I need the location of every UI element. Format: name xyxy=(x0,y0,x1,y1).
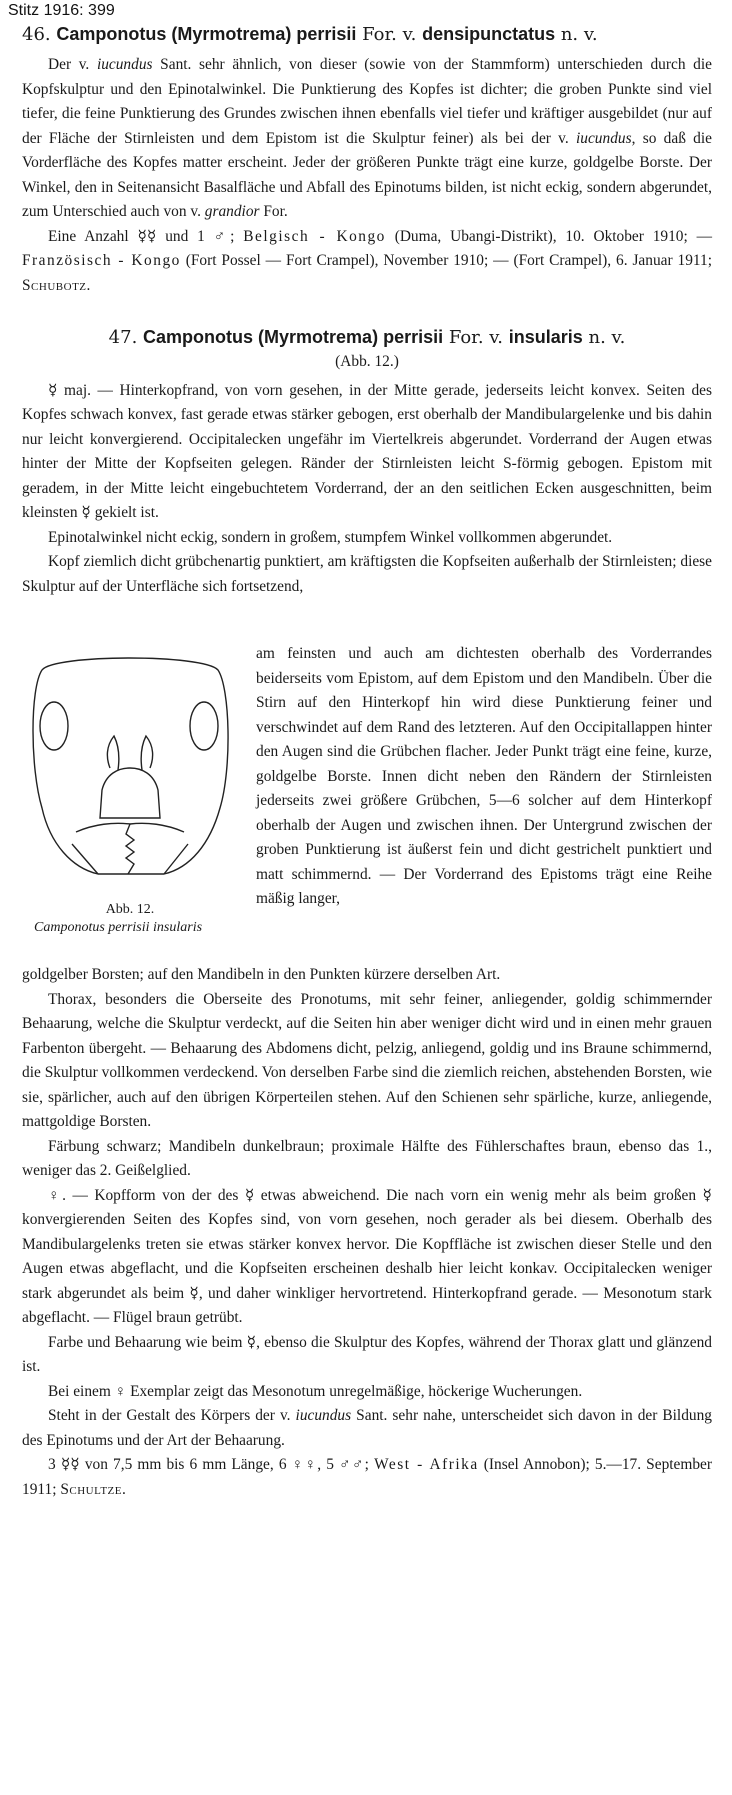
paragraph: Kopf ziemlich dicht grübchenartig punktiert, am kräftigsten die Kopfseiten außerhalb der Stirnleisten; diese Skulptur auf der Unterfläche sich fortsetzend, xyxy=(22,553,712,595)
figure-abb-12 xyxy=(14,648,244,940)
variety-name: insularis xyxy=(508,327,583,347)
section-47-title xyxy=(22,325,712,350)
section-47 xyxy=(22,325,712,599)
variety-name: densipunctatus xyxy=(422,24,556,44)
text-beside-figure xyxy=(256,642,712,912)
section-46-title xyxy=(22,22,712,47)
paragraph: Färbung schwarz; Mandibeln dunkelbraun; proximale Hälfte des Fühlerschaftes braun, ebenso das 1., weniger das 2. Geißelglied. xyxy=(22,1137,712,1179)
section-number: 46. xyxy=(22,24,51,45)
paragraph: Thorax, besonders die Oberseite des Pronotums, mit sehr feiner, anliegender, goldig schimmernder Behaarung, welche die Skulptur verdeckt, auf die Seiten hin aber weniger dicht wird und in einen mehr grauen Farbenton übergeht. — Behaarung des Abdomens dicht, pelzig, anliegend, goldig und ins Braune schimmernd, die Skulptur vollkommen verdeckend. Von derselben Farbe sind die ziemlich reichen, abstehenden Borsten, wie sie, spärlicher, auch auf den übrigen Körperteilen stehen. Auf den Schienen sehr spärliche, kurze, anliegende, mattgoldige Borsten. xyxy=(22,990,712,1130)
paragraph: ♀. — Kopfform von der des ☿ etwas abweichend. Die nach vorn ein wenig mehr als beim großen ☿ konvergierenden Seiten des Kopfes sind, von vorn gesehen, noch gerader als bei diesem. Oberhalb des Mandibulargelenks treten sie etwas stärker konvex hervor. Die Kopffläche ist zwischen dieser Stelle und den Augen etwas abgeflacht, und die Kopfseiten erscheinen deshalb hier leicht konkav. Occipitalecken weniger stark abgerundet als beim ☿, und daher winkliger hervortretend. Hinterkopfrand gerade. — Mesonotum stark abgeflacht. — Flügel braun getrübt. xyxy=(22,1186,712,1326)
paragraph: Steht in der Gestalt des Körpers der v. iucundus Sant. sehr nahe, unterscheidet sich davon in der Bildung des Epinotums und der Art der Behaarung. xyxy=(22,1407,712,1449)
author: For. v. xyxy=(362,24,417,45)
paragraph: Eine Anzahl ☿☿ und 1 ♂; Belgisch - Kongo (Duma, Ubangi-Distrikt), 10. Oktober 1910; — Französisch - Kongo (Fort Possel — Fort Crampel), November 1910; — (Fort Crampel), 6. Januar 1911; Schubotz. xyxy=(22,227,713,294)
species-name: Camponotus (Myrmotrema) perrisii xyxy=(56,24,357,44)
section-number: 47. xyxy=(108,327,138,348)
figure-caption: Camponotus perrisii insularis xyxy=(34,920,203,935)
species-name: Camponotus (Myrmotrema) perrisii xyxy=(143,327,444,347)
paragraph: 3 ☿☿ von 7,5 mm bis 6 mm Länge, 6 ♀♀, 5 ♂♂; West - Afrika (Insel Annobon); 5.—17. September 1911; Schultze. xyxy=(22,1456,712,1498)
section-46 xyxy=(22,22,712,298)
paragraph: goldgelber Borsten; auf den Mandibeln in den Punkten kürzere derselben Art. xyxy=(22,966,501,983)
author: For. v. xyxy=(448,327,504,348)
paragraph: Der v. iucundus Sant. sehr ähnlich, von dieser (sowie von der Stammform) unterschieden durch die Kopfskulptur und den Epinotalwinkel. Die Punktierung des Kopfes ist dichter; die groben Punkte sind viel tiefer, die feine Punktierung des Grundes zwischen ihnen ebenfalls viel tiefer und kräftiger ausgebildet (nur auf der Fläche der Stirnleisten und dem Epistom ist die Skulptur feiner) als bei der v. iucundus, so daß die Vorderfläche des Kopfes matter erscheint. Jeder der größeren Punkte trägt eine kurze, goldgelbe Borste. Der Winkel, den in Seitenansicht Basalfläche und Abfall des Epinotums bilden, ist nicht eckig, sondern abgerundet, zum Unterschied auch von v. grandior For. xyxy=(22,56,712,220)
paragraph: Farbe und Behaarung wie beim ☿, ebenso die Skulptur des Kopfes, während der Thorax glatt und glänzend ist. xyxy=(22,1333,712,1375)
paragraph: Bei einem ♀ Exemplar zeigt das Mesonotum unregelmäßige, höckerige Wucherungen. xyxy=(48,1382,583,1400)
paragraph: Epinotalwinkel nicht eckig, sondern in großem, stumpfem Winkel vollkommen abgerundet. xyxy=(48,528,613,546)
ant-head-drawing-icon xyxy=(14,648,244,908)
figure-reference: (Abb. 12.) xyxy=(335,353,399,370)
nova-varietas: n. v. xyxy=(588,327,626,348)
section-47-continued xyxy=(22,963,712,1502)
page-header: Stitz 1916: 399 xyxy=(8,2,115,19)
figure-caption-number: Abb. 12. xyxy=(105,902,155,917)
paragraph: am feinsten und auch am dichtesten oberhalb des Vorderrandes beiderseits vom Epistom, auf dem Epistom und den Mandibeln. Über die Stirn auf den Hinterkopf hin wird diese Punktierung feiner und verschwindet auf dem Rand des letzteren. Auf den Occipitallappen hinter den Augen sind die Grübchen flacher. Jeder Punkt trägt eine feine, kurze, goldgelbe Borste. Innen dicht neben den Rändern der Stirnleisten jederseits zwei größere Grübchen, 5—6 solcher auf dem Hinterkopf oberhalb der Augen und zwischen ihnen. Der Untergrund zwischen der groben Punktierung ist äußerst fein und dicht gestrichelt punktiert und matt schimmernd. — Der Vorderrand des Epistoms trägt eine Reihe mäßig langer, xyxy=(256,645,712,907)
nova-varietas: n. v. xyxy=(560,24,598,45)
paragraph: ☿ maj. — Hinterkopfrand, von vorn gesehen, in der Mitte gerade, jederseits leicht konvex. Seiten des Kopfes schwach konvex, fast gerade etwas stärker gebogen, erst oberhalb der Mandibulargelenke und bis dahin nur leicht konvergierend. Occipitalecken ungefähr im Viertelkreis abgerundet. Vorderrand der Augen etwas hinter der Mitte der Kopfseiten gelegen. Ränder der Stirnleisten leicht S-förmig gebogen. Epistom mit geradem, in der Mitte leicht eingebuchtetem Vorderrand, der an den seitlichen Ecken ausgeschnitten, beim kleinsten ☿ gekielt ist. xyxy=(22,381,712,521)
